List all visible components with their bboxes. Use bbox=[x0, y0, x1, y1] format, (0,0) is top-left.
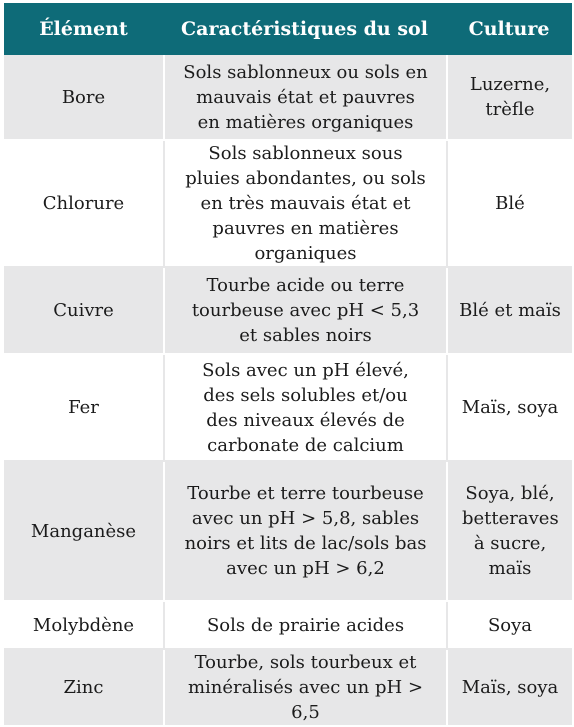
table-row bbox=[4, 355, 572, 462]
cell-soil: Tourbe, sols tourbeux et minéralisés avec un pH > 6,5 bbox=[163, 650, 446, 727]
cell-element: Cuivre bbox=[4, 268, 163, 355]
micronutrient-table bbox=[4, 3, 572, 727]
cell-crop: Maïs, soya bbox=[446, 355, 572, 462]
header-soil-characteristics: Caractéristiques du sol bbox=[163, 3, 446, 55]
table-header bbox=[4, 3, 572, 55]
table-row bbox=[4, 141, 572, 268]
cell-soil: Sols sablonneux ou sols en mauvais état et pauvres en matières organiques bbox=[163, 55, 446, 141]
cell-element: Zinc bbox=[4, 650, 163, 727]
cell-element: Fer bbox=[4, 355, 163, 462]
cell-element: Molybdène bbox=[4, 602, 163, 650]
cell-element: Bore bbox=[4, 55, 163, 141]
table-row bbox=[4, 268, 572, 355]
header-crop: Culture bbox=[446, 3, 572, 55]
table-row bbox=[4, 462, 572, 602]
table-row bbox=[4, 602, 572, 650]
cell-crop: Maïs, soya bbox=[446, 650, 572, 727]
cell-crop: Soya, blé, betteraves à sucre, maïs bbox=[446, 462, 572, 602]
cell-soil: Tourbe acide ou terre tourbeuse avec pH < 5,3 et sables noirs bbox=[163, 268, 446, 355]
cell-soil: Tourbe et terre tourbeuse avec un pH > 5,8, sables noirs et lits de lac/sols bas avec un pH > 6,2 bbox=[163, 462, 446, 602]
cell-crop: Luzerne, trèfle bbox=[446, 55, 572, 141]
header-row bbox=[4, 3, 572, 55]
cell-crop: Soya bbox=[446, 602, 572, 650]
table-body bbox=[4, 55, 572, 727]
header-element: Élément bbox=[4, 3, 163, 55]
cell-soil: Sols de prairie acides bbox=[163, 602, 446, 650]
cell-crop: Blé bbox=[446, 141, 572, 268]
cell-element: Manganèse bbox=[4, 462, 163, 602]
table-row bbox=[4, 55, 572, 141]
table-row bbox=[4, 650, 572, 727]
cell-soil: Sols sablonneux sous pluies abondantes, ou sols en très mauvais état et pauvres en matières organiques bbox=[163, 141, 446, 268]
cell-crop: Blé et maïs bbox=[446, 268, 572, 355]
cell-soil: Sols avec un pH élevé, des sels solubles et/ou des niveaux élevés de carbonate de calcium bbox=[163, 355, 446, 462]
cell-element: Chlorure bbox=[4, 141, 163, 268]
